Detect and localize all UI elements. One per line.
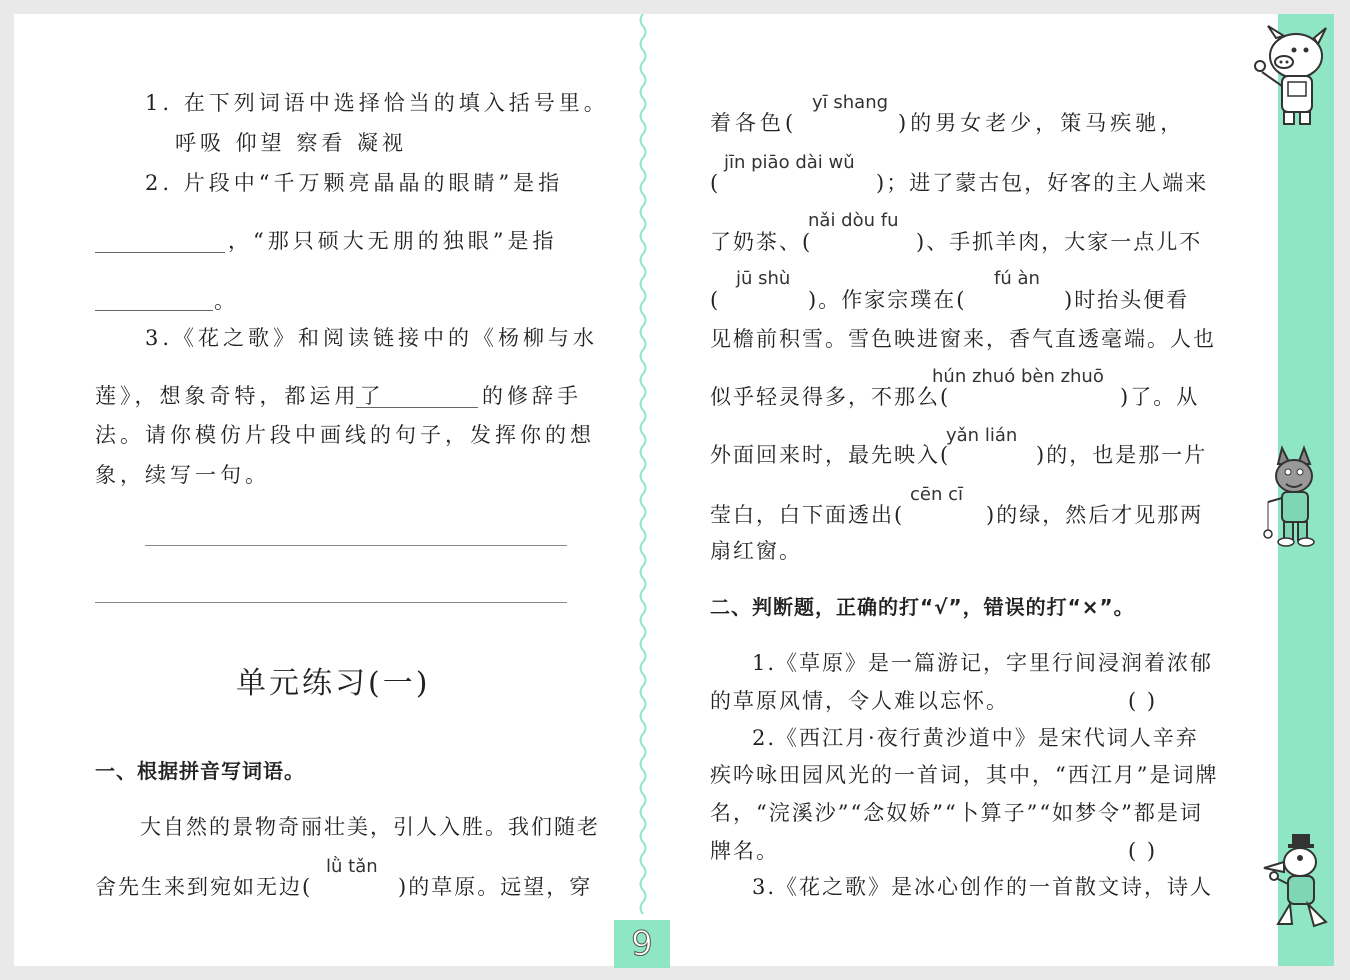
writing-line-1[interactable] [145,545,567,546]
question-2-end: 。 [214,289,237,313]
judge-3-line1: 3.《花之歌》是冰心创作的一首散文诗，诗人 [752,875,1214,899]
passage-line-1: 大自然的景物奇丽壮美，引人入胜。我们随老 [140,815,600,839]
page-number: 9 [614,920,670,968]
wolf-mascot-icon [1252,442,1334,552]
r-line-3a: 了奶茶、( [710,230,813,254]
r-line-3b: )、手抓羊肉，大家一点儿不 [916,230,1203,254]
r-line-1a: 着各色( [710,111,798,135]
answer-blank-2[interactable] [95,310,213,311]
question-3-line2b: 的修辞手 [482,384,582,408]
judge-1-line1: 1.《草原》是一篇游记，字里行间浸润着浓郁 [752,651,1214,675]
question-2-cont: ，“那只硕大无朋的独眼”是指 [228,229,558,253]
question-1: 1. 在下列词语中选择恰当的填入括号里。 [145,91,609,115]
passage-line-2a: 舍先生来到宛如无边( [95,875,313,899]
pinyin-ju-shu: jū shù [736,268,791,289]
r-line-6b: )了。从 [1120,385,1200,409]
judge-1-line2: 的草原风情，令人难以忘怀。 [710,689,1009,713]
word-choices: 呼吸 仰望 察看 凝视 [175,131,408,155]
question-3-line2a: 莲》，想象奇特，都运用了 [95,384,385,408]
r-line-2a: ( [710,171,721,195]
r-line-6a: 似乎轻灵得多，不那么( [710,385,951,409]
r-line-4a: ( [710,288,721,312]
question-3-line4: 象，续写一句。 [95,463,270,487]
pinyin-fu-an: fú àn [994,268,1040,289]
r-line-4c: )时抬头便看 [1064,288,1190,312]
duck-mascot-icon [1256,832,1334,936]
wavy-divider-icon [638,14,648,966]
pinyin-cen-ci: cēn cī [910,484,963,505]
passage-line-2b: )的草原。远望，穿 [398,875,593,899]
judge-2-line4: 牌名。 [710,839,779,863]
question-3: 3.《花之歌》和阅读链接中的《杨柳与水 [145,326,599,350]
judge-2-answer[interactable]: ( ) [1128,839,1158,863]
unit-title: 单元练习(一) [236,666,431,701]
r-line-8b: )的绿，然后才见那两 [986,503,1204,527]
r-line-7b: )的，也是那一片 [1036,443,1208,467]
r-line-7a: 外面回来时，最先映入( [710,443,951,467]
question-3-line3: 法。请你模仿片段中画线的句子，发挥你的想 [95,423,595,447]
answer-blank-3[interactable] [356,407,478,408]
pinyin-yi-shang: yī shang [812,92,889,113]
judge-2-line3: 名，“浣溪沙”“念奴娇”“卜算子”“如梦令”都是词 [710,801,1203,825]
pinyin-lu-tan: lǜ tǎn [326,856,378,877]
judge-2-line2: 疾吟咏田园风光的一首词，其中，“西江月”是词牌 [710,763,1219,787]
pinyin-jin-piao-dai-wu: jīn piāo dài wǔ [724,152,855,173]
judge-1-answer[interactable]: ( ) [1128,689,1158,713]
r-line-8a: 莹白，白下面透出( [710,503,905,527]
question-2: 2. 片段中“千万颗亮晶晶的眼睛”是指 [145,171,564,195]
judge-2-line1: 2.《西江月·夜行黄沙道中》是宋代词人辛弃 [752,726,1199,750]
section-1-heading: 一、根据拼音写词语。 [95,759,305,783]
pinyin-hun-zhuo-ben-zhuo: hún zhuó bèn zhuō [932,366,1104,387]
pinyin-yan-lian: yǎn lián [946,425,1018,446]
r-line-4b: )。作家宗璞在( [808,288,967,312]
r-line-2b: )；进了蒙古包，好客的主人端来 [876,171,1209,195]
section-2-heading: 二、判断题，正确的打“√”，错误的打“×”。 [710,595,1135,619]
answer-blank-1[interactable] [95,252,225,253]
r-line-5: 见檐前积雪。雪色映进窗来，香气直透毫端。人也 [710,327,1216,351]
r-line-9: 扇红窗。 [710,539,802,563]
pig-mascot-icon [1248,24,1334,130]
r-line-1b: )的男女老少，策马疾驰， [898,111,1186,135]
page-divider [636,14,650,966]
writing-line-2[interactable] [95,602,567,603]
pinyin-nai-dou-fu: nǎi dòu fu [808,210,899,231]
